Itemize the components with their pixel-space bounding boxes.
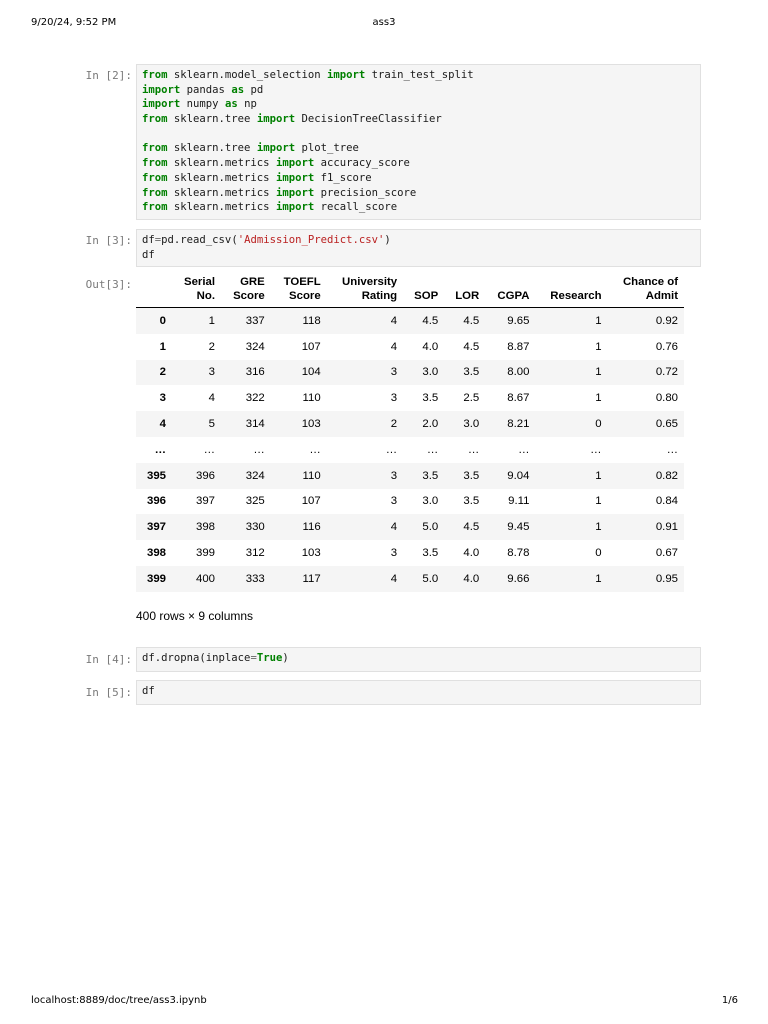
column-header-line: Research <box>550 290 602 302</box>
column-header-line: SOP <box>414 290 439 302</box>
table-cell: 3.5 <box>422 547 439 560</box>
table-cell: 9.45 <box>507 521 530 534</box>
column-header <box>535 275 607 308</box>
column-header-line: CGPA <box>497 290 530 302</box>
table-cell: 3 <box>390 366 398 379</box>
dataframe-table <box>136 275 684 592</box>
code-text: f1_score <box>314 171 372 184</box>
document-title: ass3 <box>372 17 396 28</box>
table-cell: 0.76 <box>655 340 678 353</box>
column-header-line: Rating <box>361 290 398 302</box>
code-keyword: import <box>275 201 315 214</box>
code-text: np <box>237 98 257 111</box>
code-keyword: import <box>142 83 181 96</box>
table-cell: 3 <box>390 392 398 405</box>
code-text: sklearn.metrics <box>167 186 276 199</box>
code-text: sklearn.metrics <box>167 157 276 170</box>
code-keyword: from <box>142 171 168 184</box>
code-line <box>142 112 695 127</box>
code-line <box>142 97 695 112</box>
code-keyword: from <box>142 142 168 155</box>
table-cell: … <box>590 443 602 456</box>
column-header-line: Admit <box>645 290 678 302</box>
column-header-line: Score <box>289 290 321 302</box>
table-cell: 8.78 <box>507 547 530 560</box>
output-prompt: Out[3]: <box>85 278 132 291</box>
code-keyword: from <box>142 69 168 81</box>
row-index: 395 <box>146 469 166 482</box>
code-line <box>142 248 695 263</box>
table-cell: 4.0 <box>463 572 480 585</box>
table-cell: 2 <box>208 340 216 353</box>
print-footer <box>0 995 768 1009</box>
code-text: sklearn.metrics <box>167 171 276 184</box>
index-header <box>136 275 172 308</box>
table-row <box>136 463 684 489</box>
table-row <box>136 411 684 437</box>
code-text: pandas <box>180 83 232 96</box>
column-header-line: LOR <box>455 290 480 302</box>
table-cell: 117 <box>302 572 321 585</box>
table-cell: 3.0 <box>463 418 480 431</box>
code-text: pd.read_csv( <box>161 234 238 246</box>
code-line <box>142 68 695 83</box>
table-row <box>136 566 684 592</box>
table-cell: 5 <box>208 418 216 431</box>
table-header-row <box>136 275 684 308</box>
column-header-line: Chance of <box>622 276 678 288</box>
code-line <box>142 651 695 666</box>
code-input[interactable] <box>136 229 701 267</box>
table-cell: 4 <box>390 314 398 327</box>
column-header <box>221 275 271 308</box>
column-header <box>327 275 403 308</box>
code-text: df <box>142 685 155 697</box>
table-cell: 1 <box>595 572 602 585</box>
table-cell: 110 <box>302 392 321 405</box>
code-input[interactable] <box>136 680 701 705</box>
table-cell: 9.65 <box>507 314 530 327</box>
table-cell: 4.0 <box>422 340 439 353</box>
code-keyword: import <box>326 69 366 81</box>
table-cell: 5.0 <box>422 572 439 585</box>
table-cell: 4.5 <box>463 521 480 534</box>
table-cell: … <box>385 443 398 456</box>
column-header-line: GRE <box>240 276 265 288</box>
table-row <box>136 489 684 515</box>
row-index: 4 <box>159 418 166 431</box>
table-cell: 9.66 <box>507 572 530 585</box>
table-cell: 325 <box>245 495 265 508</box>
print-date: 9/20/24, 9:52 PM <box>31 17 117 28</box>
code-keyword: import <box>275 186 315 199</box>
table-cell: 4 <box>390 340 398 353</box>
table-cell: 3.0 <box>422 495 439 508</box>
table-cell: 400 <box>196 572 216 585</box>
code-line <box>142 83 695 98</box>
code-keyword: as <box>224 98 238 111</box>
table-cell: 2.0 <box>422 418 439 431</box>
print-header <box>0 17 768 31</box>
code-text: DecisionTreeClassifier <box>295 113 442 126</box>
code-text: df <box>142 234 155 246</box>
column-header <box>444 275 485 308</box>
table-cell: 3.5 <box>422 392 439 405</box>
code-text: sklearn.model_selection <box>167 69 327 81</box>
table-cell: 0.82 <box>655 469 678 482</box>
row-index: 397 <box>146 521 166 534</box>
table-cell: 0.65 <box>655 418 678 431</box>
row-index: 1 <box>159 340 166 353</box>
code-line <box>142 171 695 186</box>
table-cell: 399 <box>196 547 216 560</box>
code-line <box>142 186 695 201</box>
table-cell: 0.91 <box>655 521 678 534</box>
code-text: sklearn.metrics <box>167 201 276 214</box>
page-number: 1/6 <box>721 995 738 1006</box>
code-input[interactable] <box>136 64 701 220</box>
code-line <box>142 141 695 156</box>
table-cell: 8.00 <box>507 366 530 379</box>
dataframe-shape: 400 rows × 9 columns <box>136 609 254 623</box>
column-header <box>172 275 221 308</box>
code-keyword: import <box>256 113 296 126</box>
table-cell: 324 <box>245 340 265 353</box>
table-cell: 1 <box>595 314 602 327</box>
row-index: 3 <box>159 392 166 405</box>
table-cell: 3 <box>208 366 216 379</box>
table-cell: … <box>666 443 678 456</box>
code-keyword: as <box>231 83 245 96</box>
code-line <box>142 684 695 699</box>
table-cell: 316 <box>245 366 265 379</box>
column-header-line: No. <box>196 290 216 302</box>
table-row <box>136 540 684 566</box>
page-url: localhost:8889/doc/tree/ass3.ipynb <box>31 995 207 1006</box>
table-cell: 3 <box>390 547 398 560</box>
table-cell: … <box>309 443 321 456</box>
table-cell: 107 <box>301 340 321 353</box>
table-cell: 324 <box>245 469 265 482</box>
table-cell: 0.95 <box>655 572 678 585</box>
table-row <box>136 308 684 334</box>
table-cell: 333 <box>245 572 265 585</box>
code-text: sklearn.tree <box>167 113 257 126</box>
table-cell: 8.67 <box>507 392 530 405</box>
table-cell: 0.72 <box>655 366 678 379</box>
code-keyword: from <box>142 201 168 214</box>
code-string: 'Admission_Predict.csv' <box>237 234 385 246</box>
code-operator: = <box>250 652 257 664</box>
table-cell: 103 <box>301 547 321 560</box>
code-keyword: True <box>256 652 283 664</box>
table-cell: 3.0 <box>422 366 439 379</box>
table-cell: 8.87 <box>507 340 530 353</box>
code-text: recall_score <box>314 201 398 214</box>
code-text: plot_tree <box>295 142 359 155</box>
table-cell: 110 <box>302 469 321 482</box>
code-text: precision_score <box>314 186 417 199</box>
code-text: train_test_split <box>365 69 474 81</box>
code-keyword: from <box>142 113 168 126</box>
table-cell: 3.5 <box>463 366 480 379</box>
code-text: sklearn.tree <box>167 142 257 155</box>
table-cell: 3.5 <box>463 495 480 508</box>
table-cell: 337 <box>245 314 265 327</box>
table-cell: 0 <box>595 547 602 560</box>
table-cell: 4.0 <box>463 547 480 560</box>
table-cell: 330 <box>245 521 265 534</box>
column-header <box>485 275 535 308</box>
table-cell: 1 <box>208 314 216 327</box>
code-keyword: from <box>142 157 168 170</box>
table-cell: 0.92 <box>655 314 678 327</box>
code-keyword: from <box>142 186 168 199</box>
table-cell: 1 <box>595 495 602 508</box>
table-cell: 5.0 <box>422 521 439 534</box>
code-text: ) <box>384 234 391 246</box>
row-index: … <box>154 443 166 456</box>
table-cell: … <box>467 443 480 456</box>
table-cell: 0 <box>595 418 602 431</box>
table-cell: 398 <box>196 521 216 534</box>
table-cell: 1 <box>595 366 602 379</box>
table-cell: 3.5 <box>463 469 480 482</box>
code-line <box>142 200 695 215</box>
table-cell: 4.5 <box>463 314 480 327</box>
table-row <box>136 334 684 360</box>
table-cell: 314 <box>245 418 265 431</box>
code-text: numpy <box>180 98 225 111</box>
code-text: accuracy_score <box>314 157 410 170</box>
row-index: 0 <box>159 314 166 327</box>
table-cell: 2 <box>390 418 398 431</box>
row-index: 396 <box>146 495 166 508</box>
code-line <box>142 156 695 171</box>
table-cell: 103 <box>301 418 321 431</box>
table-cell: 116 <box>302 521 321 534</box>
table-cell: 0.84 <box>655 495 678 508</box>
table-row <box>136 437 684 463</box>
code-line <box>142 233 695 248</box>
column-header-line: University <box>342 276 398 288</box>
input-prompt: In [2]: <box>85 69 132 82</box>
column-header <box>271 275 327 308</box>
table-row <box>136 360 684 386</box>
table-cell: 1 <box>595 340 602 353</box>
table-cell: 4 <box>390 521 398 534</box>
table-cell: 8.21 <box>507 418 530 431</box>
code-text: df.dropna(inplace <box>142 652 251 664</box>
table-cell: 3 <box>390 495 398 508</box>
row-index: 2 <box>159 366 166 379</box>
table-cell: … <box>203 443 216 456</box>
row-index: 398 <box>146 547 166 560</box>
table-cell: 312 <box>245 547 265 560</box>
table-cell: 4.5 <box>422 314 439 327</box>
code-keyword: import <box>275 157 315 170</box>
code-text: ) <box>282 652 289 664</box>
code-text: pd <box>244 83 264 96</box>
table-cell: 3.5 <box>422 469 439 482</box>
code-keyword: import <box>256 142 296 155</box>
column-header <box>403 275 444 308</box>
table-row <box>136 514 684 540</box>
table-cell: 322 <box>245 392 265 405</box>
column-header-line: TOEFL <box>283 276 321 288</box>
table-cell: 397 <box>196 495 216 508</box>
column-header-line: Score <box>233 290 265 302</box>
input-prompt: In [4]: <box>85 653 132 666</box>
code-input[interactable] <box>136 647 701 672</box>
code-operator: = <box>154 234 162 246</box>
table-cell: 396 <box>196 469 216 482</box>
table-cell: 9.11 <box>508 495 530 508</box>
code-keyword: import <box>142 98 181 111</box>
table-cell: 2.5 <box>463 392 480 405</box>
table-cell: 1 <box>595 469 602 482</box>
table-cell: … <box>253 443 265 456</box>
table-cell: … <box>426 443 439 456</box>
code-keyword: import <box>275 171 315 184</box>
table-cell: 0.80 <box>655 392 678 405</box>
table-cell: … <box>518 443 530 456</box>
table-cell: 3 <box>390 469 398 482</box>
table-cell: 9.04 <box>507 469 530 482</box>
table-cell: 118 <box>302 314 321 327</box>
table-cell: 0.67 <box>655 547 678 560</box>
table-cell: 4 <box>208 392 216 405</box>
table-cell: 104 <box>301 366 321 379</box>
column-header <box>608 275 684 308</box>
table-cell: 4 <box>390 572 398 585</box>
table-cell: 1 <box>595 392 602 405</box>
row-index: 399 <box>146 572 166 585</box>
table-row <box>136 385 684 411</box>
table-cell: 1 <box>595 521 602 534</box>
code-line <box>142 127 695 142</box>
input-prompt: In [3]: <box>85 234 132 247</box>
table-cell: 4.5 <box>463 340 480 353</box>
code-text: df <box>142 248 155 261</box>
column-header-line: Serial <box>183 276 216 288</box>
input-prompt: In [5]: <box>85 686 132 699</box>
table-cell: 107 <box>301 495 321 508</box>
